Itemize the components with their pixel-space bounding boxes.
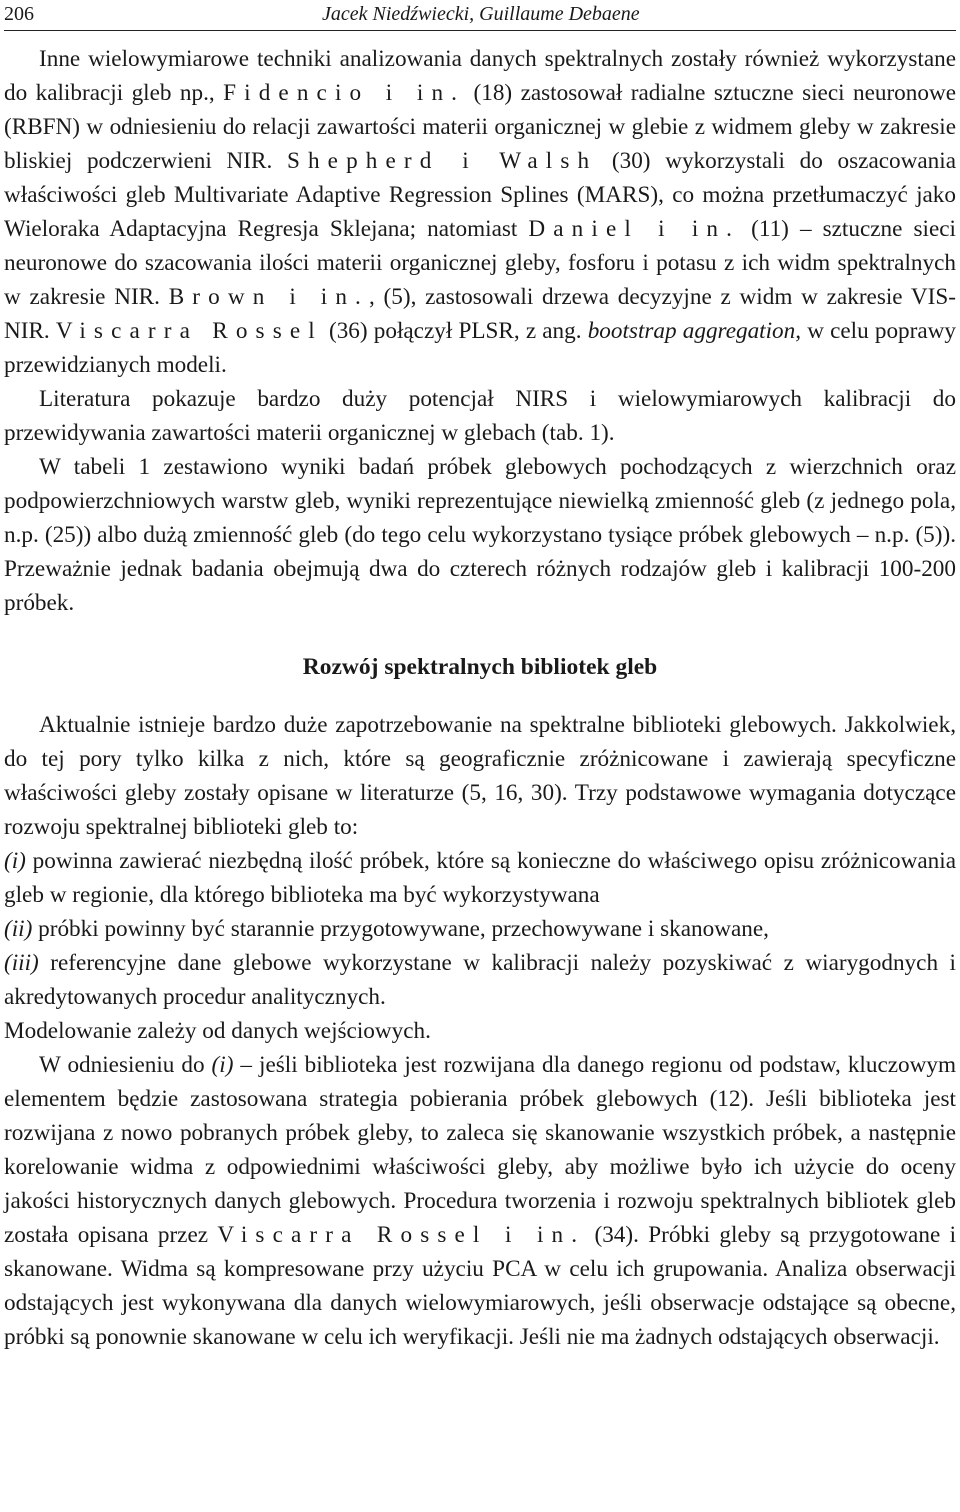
page-body — [4, 42, 956, 1354]
list-item-iii — [4, 946, 956, 1014]
text-run: (34). Próbki gleby są przygotowane i skanowane. Widma są kompresowane przy użyciu PCA w celu ich grupowania. Analiza obserwacji odstających jest wykonywana dla danych wielowymiarowych, jeśli obserwacje odstające są obecne, próbki są ponownie skanowane w celu ich weryfikacji. Jeśli nie ma żadnych odstających obserwacji. — [4, 1222, 957, 1350]
list-reference: (i) — [211, 1052, 234, 1078]
text-run: , (5), zastosowali drzewa decyzyjne z widm w zakresie VIS-NIR. — [4, 284, 957, 344]
section-heading: Rozwój spektralnych bibliotek gleb — [302, 654, 658, 680]
citation-daniel: Daniel i in. — [528, 216, 741, 242]
list-item-text: próbki powinny być starannie przygotowywane, przechowywane i skanowane, — [32, 916, 769, 942]
list-item-text: powinna zawierać niezbędną ilość próbek, które są konieczne do właściwego opisu zróżnicowania gleb w regionie, dla którego biblioteka ma być wykorzystywana — [4, 848, 956, 908]
paragraph-modelling-input: Modelowanie zależy od danych wejściowych. — [4, 1018, 431, 1044]
citation-fidencio: Fidencio i in. — [223, 80, 466, 106]
text-run: w celu poprawy przewidzianych modeli. — [4, 318, 956, 378]
italic-term: bootstrap aggregation, — [587, 318, 802, 344]
list-item-ii — [4, 912, 956, 946]
citation-viscarra-rossel: Viscarra Rossel — [55, 318, 323, 344]
paragraph-literature-potential: Literatura pokazuje bardzo duży potencjał NIRS i wielowymiarowych kalibracji do przewidywania zawartości materii organicznej w glebach (tab. 1). — [4, 386, 956, 446]
text-run: (30) wykorzystali do oszacowania właściwości gleb Multivariate Adaptive Regression Splines (MARS), co można przetłumaczyć jako Wieloraka Adaptacyjna Regresja Sklejana; natomiast — [4, 148, 956, 242]
text-run: (36) połączył PLSR, z ang. — [322, 318, 588, 344]
page-number: 206 — [4, 3, 34, 25]
running-header-authors: Jacek Niedźwiecki, Guillaume Debaene — [322, 3, 640, 25]
text-run: Inne wielowymiarowe techniki analizowania danych spektralnych zostały również wykorzystane do kalibracji gleb np., — [4, 46, 956, 106]
text-run: (18) zastosował radialne sztuczne sieci neuronowe (RBFN) w odniesieniu do relacji zawartości materii organicznej w glebie z widmem gleby w zakresie bliskiej podczerwieni NIR. — [4, 80, 956, 174]
text-run: (11) – sztuczne sieci neuronowe do szacowania ilości materii organicznej gleby, fosforu i potasu z ich widm spektralnych w zakresie NIR. — [4, 216, 956, 310]
paragraph-table-summary: W tabeli 1 zestawiono wyniki badań próbek glebowych pochodzących z wierzchnich oraz podpowierzchniowych warstw gleb, wyniki reprezentujące niewielką zmienność gleb (z jednego pola, n.p. (25)) albo dużą zmienność gleb (do tego celu wykorzystano tysiące próbek glebowych – n.p. (5)). Przeważnie jednak badania obejmują dwa do czterech różnych rodzajów gleb i kalibracji 100-200 próbek. — [4, 454, 956, 616]
list-marker: (i) — [4, 848, 26, 874]
citation-viscarra-rossel: Viscarra Rossel i in. — [217, 1222, 586, 1248]
text-run: W odniesieniu do — [39, 1052, 212, 1078]
list-marker: (iii) — [4, 950, 39, 976]
paragraph-multivariate-techniques — [4, 42, 956, 382]
citation-brown: Brown i in. — [168, 284, 369, 310]
list-item-i — [4, 844, 956, 912]
list-marker: (ii) — [4, 916, 33, 942]
list-item-text: referencyjne dane glebowe wykorzystane w kalibracji należy pozyskiwać z wiarygodnych i akredytowanych procedur analitycznych. — [4, 950, 956, 1010]
text-run: – jeśli biblioteka jest rozwijana dla danego regionu od podstaw, kluczowym elementem będzie zastosowana strategia pobierania próbek glebowych (12). Jeśli biblioteka jest rozwijana z nowo pobranych próbek gleby, to zaleca się skanowanie wszystkich próbek, a następnie korelowanie widma z odpowiednimi właściwości gleby, aby możliwe było ich użycie do oceny jakości historycznych danych glebowych. Procedura tworzenia i rozwoju spektralnych bibliotek gleb została opisana przez — [4, 1052, 957, 1248]
running-header — [4, 0, 956, 31]
paragraph-library-demand: Aktualnie istnieje bardzo duże zapotrzebowanie na spektralne biblioteki glebowych. Jakkolwiek, do tej pory tylko kilka z nich, które są geograficznie zróżnicowane i zawierają specyficzne właściwości gleby zostały opisane w literaturze (5, 16, 30). Trzy podstawowe wymagania dotyczące rozwoju spektralnej biblioteki gleb to: — [4, 712, 956, 840]
citation-shepherd-walsh: Shepherd i Walsh — [286, 148, 598, 174]
paragraph-library-procedure — [4, 1048, 956, 1354]
